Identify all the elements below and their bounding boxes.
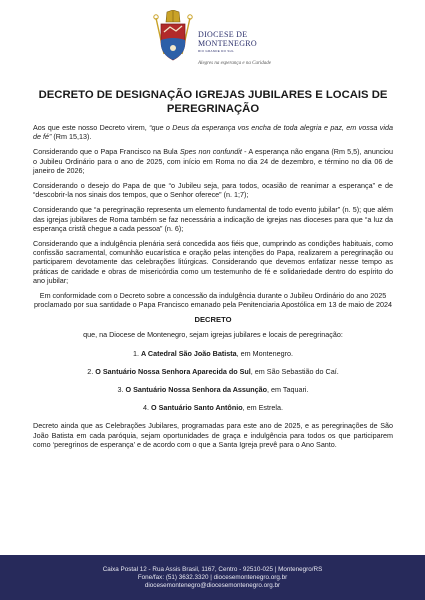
considerando-paragraph-3: Considerando que “a peregrinação representa um elemento fundamental de todo evento jubilar” (n. 5); que além das igrejas jubilares de Roma também se faz necessária a indicação de igrejas nas dioceses para que “a luz da esperança cristã chegue a cada pessoa” (n. 6); [33, 205, 393, 233]
footer-contact [0, 566, 425, 591]
closing-paragraph: Decreto ainda que as Celebrações Jubilares, programadas para este ano de 2025, e as peregrinações de São João Batista em cada paróquia, sejam oportunidades de graça e indulgência para todos os que participarem como ‘peregrinos de esperança’ e de acordo com o que a Santa Igreja prevê para o Ano Santo. [33, 421, 393, 449]
item-city: , em Taquari. [267, 385, 309, 395]
item-number: 4. [143, 403, 152, 413]
considerando-paragraph-4: Considerando que a indulgência plenária será concedida aos fiéis que, cumprindo as condições habituais, como confissão sacramental, comunhão eucarística e oração pelas intenções do Papa, realizarem a peregrinação ou participarem devotamente das celebrações litúrgicas. Considerando que devemos enfatizar nesse tempo as práticas de caridade e obras de misericórdia como um testemunho de fé e solidariedade dentro do espírito do ano jubilar; [33, 239, 393, 285]
item-church-name: O Santuário Santo Antônio [151, 403, 243, 413]
intro-reference: (Rm 15,13). [51, 132, 92, 142]
diocese-name-block [198, 30, 257, 53]
item-number: 1. [133, 348, 142, 358]
footer-address: Caixa Postal 12 - Rua Assis Brasil, 1167, Centro - 92510-025 | Montenegro/RS [102, 566, 323, 573]
logo-line-2: MONTENEGRO [198, 39, 257, 48]
jubilee-church-item [33, 403, 393, 412]
jubilee-church-item [33, 367, 393, 376]
intro-quote: “que o Deus da esperança vos encha de toda alegria e paz, em vossa vida de fé” [33, 123, 393, 142]
item-church-name: A Catedral São João Batista [141, 348, 237, 358]
intro-text: Aos que este nosso Decreto virem, [33, 123, 150, 132]
p1-after: - A esperança não engana (Rm 5,5), anunciou o Jubileu Ordinário para o ano de 2025, com início em Roma no dia 24 de dezembro, e término no dia 06 de janeiro de 2026; [33, 147, 393, 175]
item-city: , em Estrela. [242, 403, 283, 413]
motto-signature: Alegres na esperança e na Caridade [198, 61, 271, 66]
item-number: 2. [87, 366, 96, 376]
item-city: , em Montenegro. [236, 348, 293, 358]
considerando-paragraph-2: Considerando o desejo do Papa de que “o Jubileu seja, para todos, ocasião de reanimar a esperança” e de “descobrir-la nos sinais dos tempos, que o Senhor oferece” (n. 1;7); [33, 181, 393, 200]
decreto-intro: que, na Diocese de Montenegro, sejam igrejas jubilares e locais de peregrinação: [83, 330, 343, 340]
footer-email: diocesemontenegro@diocesemontenegro.org.br [144, 582, 281, 590]
considerando-paragraph-1 [33, 147, 393, 175]
item-church-name: O Santuário Nossa Senhora da Assunção [125, 385, 268, 395]
footer-phone-site: Fone/fax: (51) 3632.3320 | diocesemontenegro.org.br [137, 574, 288, 582]
jubilee-church-item [33, 349, 393, 358]
letterhead [0, 6, 425, 68]
decreto-heading: DECRETO [194, 315, 232, 325]
item-number: 3. [117, 385, 126, 395]
item-church-name: O Santuário Nossa Senhora Aparecida do Sul [95, 366, 251, 376]
item-city: , em São Sebastião do Caí. [250, 366, 339, 376]
p1-bull-title: Spes non confundit [179, 147, 242, 157]
conformidade-paragraph: Em conformidade com o Decreto sobre a concessão da indulgência durante o Jubileu Ordinário do ano 2025 proclamado por sua santidade o Papa Francisco emanado pela Penitenciaria Apostólica em 13 de maio de 2024 [33, 291, 392, 310]
document-body [33, 88, 393, 455]
footer-bar [0, 555, 425, 600]
logo-line-1: DIOCESE DE [198, 30, 248, 39]
document-title: DECRETO DE DESIGNAÇÃO IGREJAS JUBILARES E LOCAIS DE PEREGRINAÇÃO [38, 89, 388, 115]
diocese-crest-logo [150, 10, 196, 64]
jubilee-church-item [33, 385, 393, 394]
logo-subtitle: RIO GRANDE DO SUL [198, 49, 235, 53]
p1-before: Considerando que o Papa Francisco na Bula [33, 147, 180, 157]
intro-paragraph [33, 123, 393, 141]
